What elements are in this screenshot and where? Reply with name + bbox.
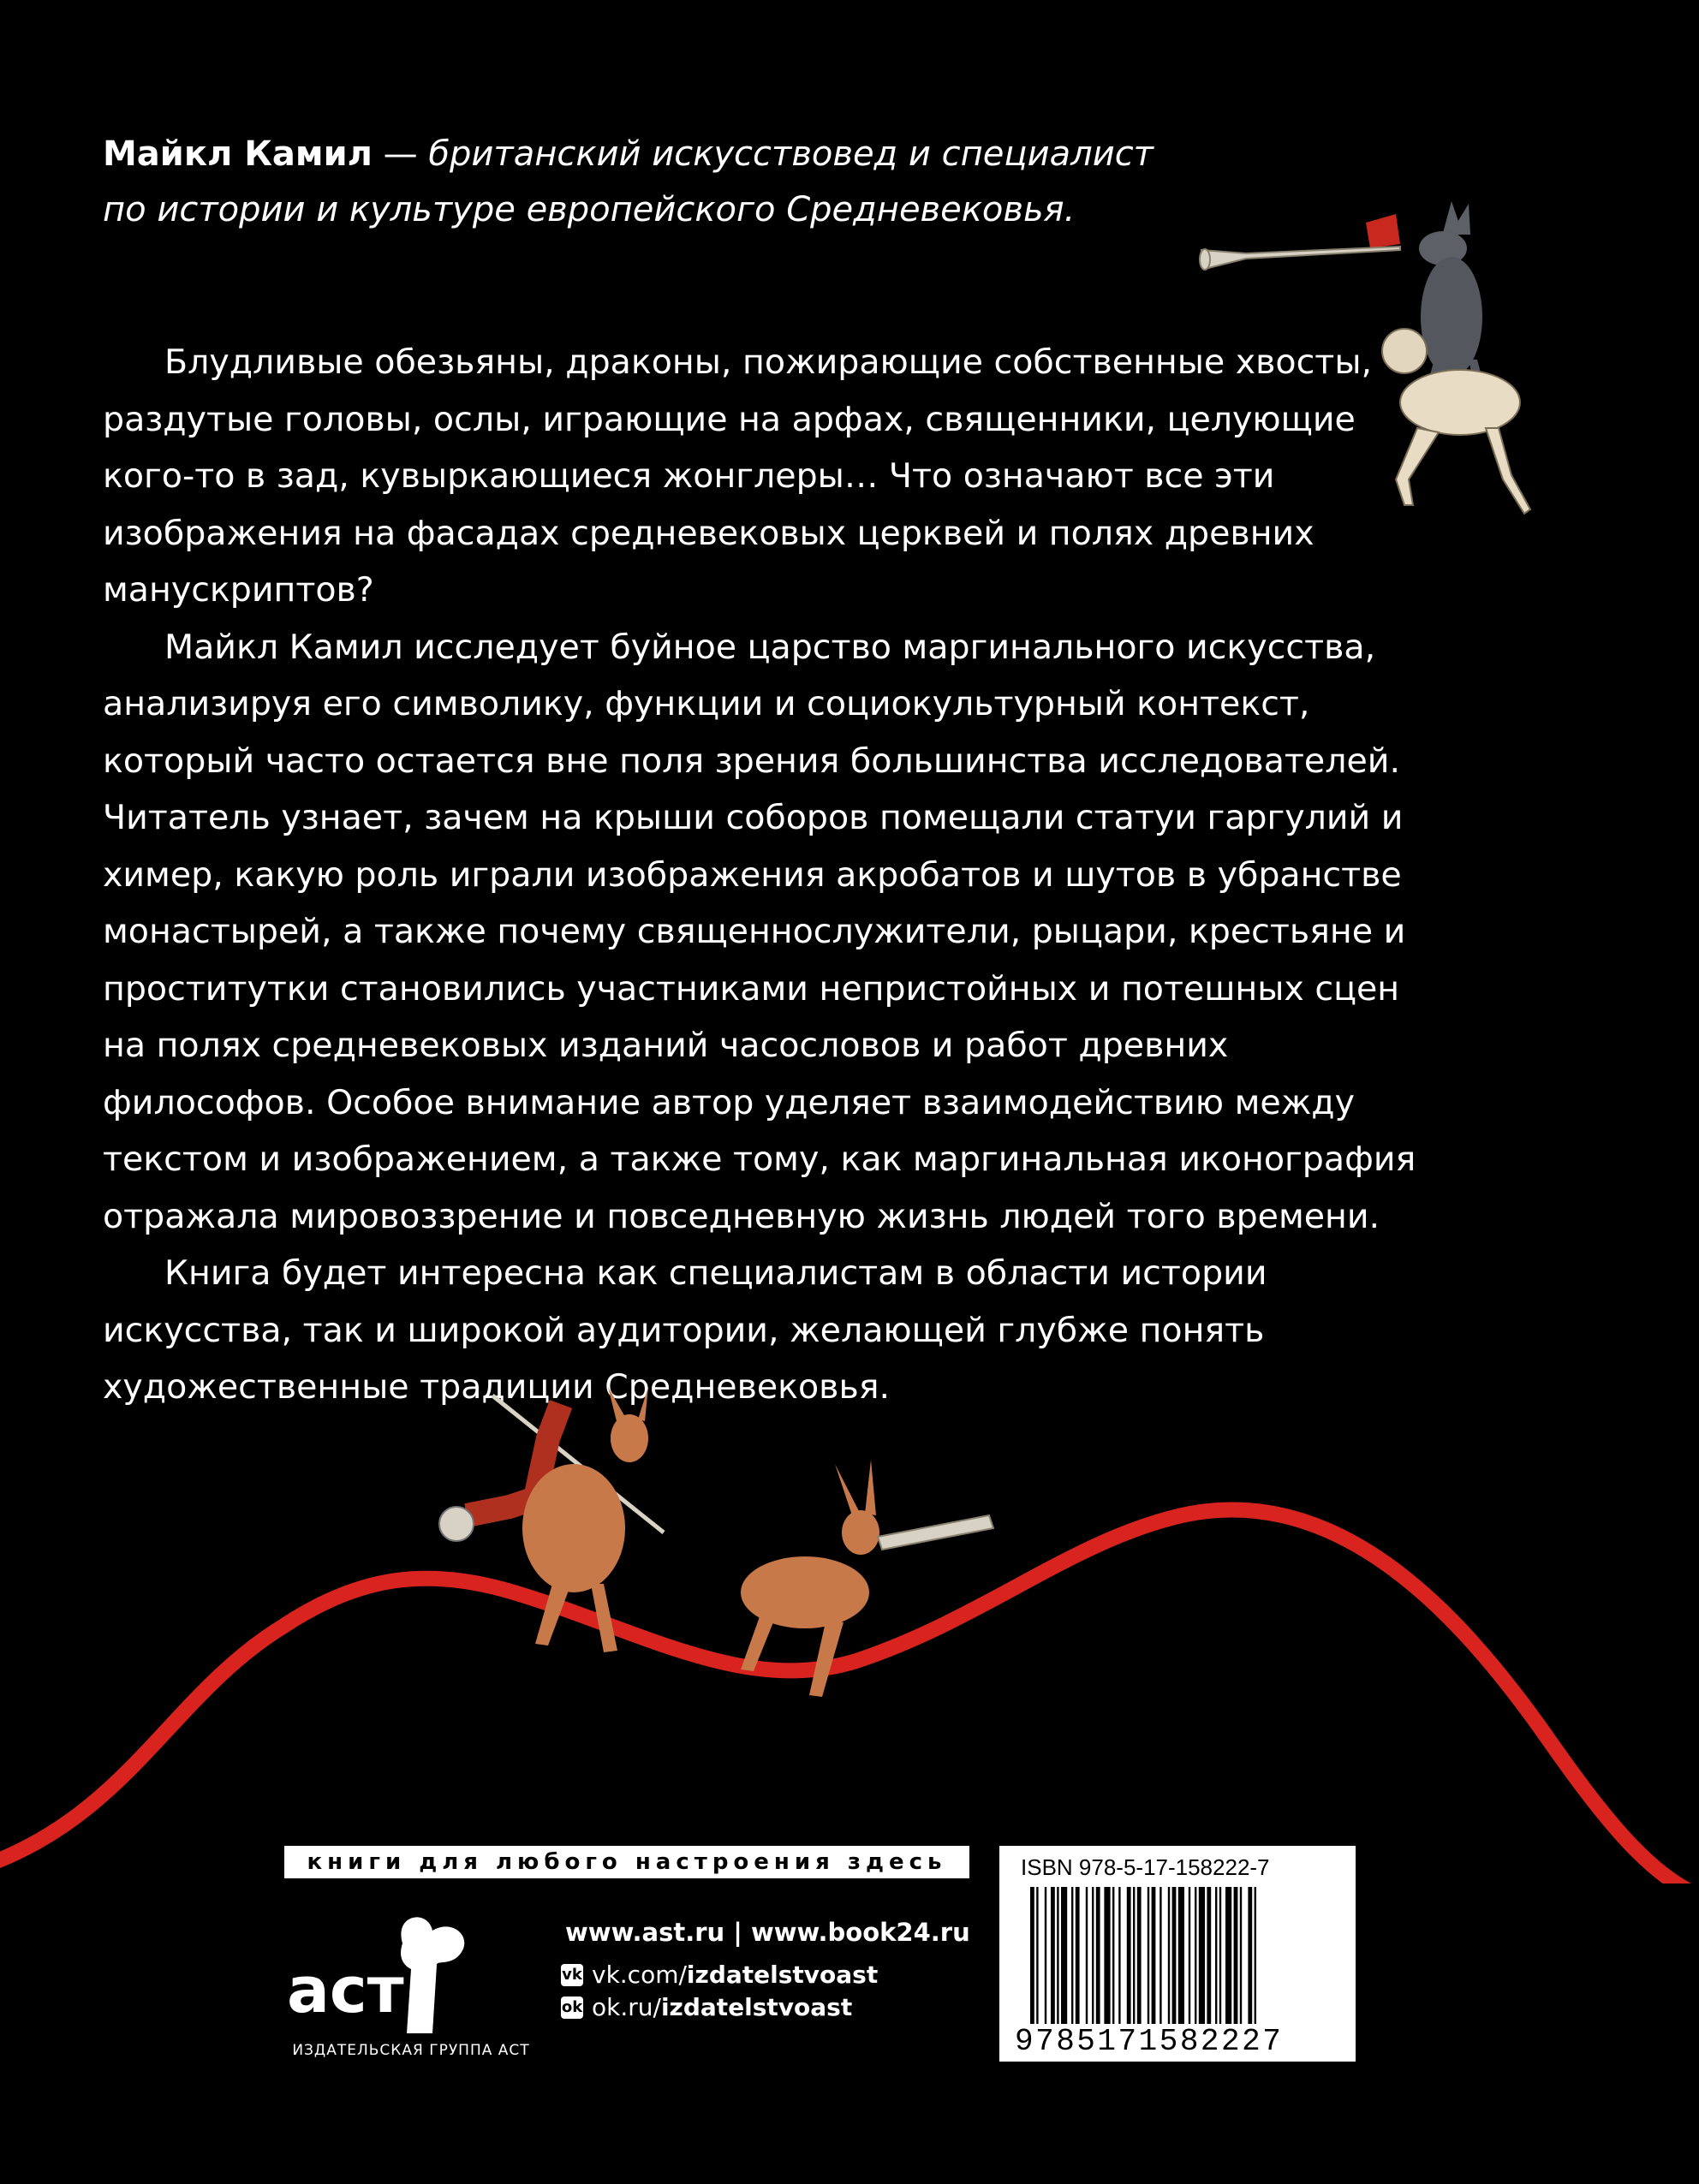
- barcode-bar: [1092, 1887, 1094, 2024]
- rabbits-illustration: [432, 1387, 1015, 1721]
- barcode-bar: [1057, 1887, 1058, 2024]
- barcode-bar: [1051, 1887, 1055, 2024]
- description-paragraph-1: Блудливые обезьяны, драконы, пожирающие собственные хвосты, раздутые головы, ослы, играющие на арфах, священники, целующие кого-то в зад, кувыркающиеся жонглеры… Что означают все эти изображения на фасадах средневековых церквей и полях древних манускриптов?: [103, 342, 1373, 610]
- barcode-bar: [1219, 1887, 1221, 2024]
- barcode-bar: [1071, 1887, 1073, 2024]
- publisher-websites[interactable]: www.ast.ru | www.book24.ru: [565, 1918, 970, 1947]
- author-bio-line2: по истории и культуре европейского Средневековья.: [103, 190, 1076, 229]
- vk-icon: vk: [561, 1964, 583, 1986]
- barcode-bar: [1137, 1887, 1142, 2024]
- author-dash: —: [372, 134, 429, 174]
- ok-link-prefix: ok.ru/: [592, 1993, 661, 2021]
- barcode-bar: [1086, 1887, 1088, 2024]
- barcode-bar: [1036, 1887, 1038, 2024]
- barcode-bar: [1104, 1887, 1110, 2024]
- description-paragraph-2: Майкл Камил исследует буйное царство маргинального искусства, анализируя его символику, функции и социокультурный контекст, который часто остается вне поля зрения большинства исследователей. Читатель узнает, зачем на крыши соборов помещали статуи гаргулий и химер, какую роль играли изображения акробатов и шутов в убранстве монастырей, а также почему священнослужители, рыцари, крестьяне и проститутки становились участниками непристойных и потешных сцен на полях средневековых изданий часословов и работ древних философов. Особое внимание автор уделяет взаимодействию между текстом и изображением, а также тому, как маргинальная иконография отражала мировоззрение и повседневную жизнь людей того времени.: [103, 627, 1416, 1236]
- barcode-bar: [1234, 1887, 1238, 2024]
- vk-link-handle: izdatelstvoast: [686, 1961, 879, 1989]
- book-description: [103, 334, 1422, 1416]
- barcode-bar: [1189, 1887, 1190, 2024]
- barcode-bar: [1118, 1887, 1120, 2024]
- author-bio-line1: британский искусствовед и специалист: [428, 134, 1154, 174]
- barcode-bar: [1207, 1887, 1211, 2024]
- barcode-bar: [1159, 1887, 1161, 2024]
- tagline: книги для любого настроения здесь: [284, 1846, 969, 1878]
- barcode-bar: [1096, 1887, 1100, 2024]
- barcode-bar: [1248, 1887, 1252, 2024]
- vk-link[interactable]: [561, 1961, 878, 1989]
- barcode-bar: [1178, 1887, 1184, 2024]
- description-paragraph-3: Книга будет интересна как специалистам в области истории искусства, так и широкой аудитории, желающей глубже понять художественные традиции Средневековья.: [103, 1253, 1267, 1407]
- barcode-bar: [1030, 1887, 1034, 2024]
- isbn-label: ISBN 978-5-17-158222-7: [1021, 1854, 1270, 1880]
- ok-link-handle: izdatelstvoast: [660, 1993, 853, 2021]
- barcode-bar: [1168, 1887, 1170, 2024]
- barcode-bar: [1152, 1887, 1156, 2024]
- author-name: Майкл Камил: [103, 134, 373, 174]
- isbn-barcode-block: [999, 1846, 1356, 2062]
- barcode-bar: [1195, 1887, 1196, 2024]
- barcode-bar: [1112, 1887, 1114, 2024]
- barcode-bar: [1240, 1887, 1242, 2024]
- publisher-caption: ИЗДАТЕЛЬСКАЯ ГРУППА АСТ: [292, 2042, 530, 2059]
- odnoklassniki-icon: ok: [561, 1997, 583, 2019]
- barcode-bar: [1061, 1887, 1067, 2024]
- barcode-digits: 9785171582227: [1015, 2024, 1284, 2059]
- barcode-bar: [1127, 1887, 1131, 2024]
- barcode-bar: [1225, 1887, 1231, 2024]
- barcode-bar: [1199, 1887, 1205, 2024]
- barcode-bar: [1148, 1887, 1149, 2024]
- barcode-bar: [1076, 1887, 1080, 2024]
- barcode-bar: [1172, 1887, 1177, 2024]
- ast-logo: [283, 1905, 505, 2042]
- barcode-bar: [1133, 1887, 1135, 2024]
- barcode-bar: [1255, 1887, 1256, 2024]
- barcode-bar: [1045, 1887, 1046, 2024]
- barcode-bar: [1215, 1887, 1217, 2024]
- vk-link-prefix: vk.com/: [592, 1961, 687, 1989]
- barcode: [1030, 1887, 1330, 2024]
- ok-link[interactable]: [561, 1993, 852, 2021]
- ast-logo-text: аст: [287, 1954, 404, 2027]
- author-bio: [103, 127, 1216, 238]
